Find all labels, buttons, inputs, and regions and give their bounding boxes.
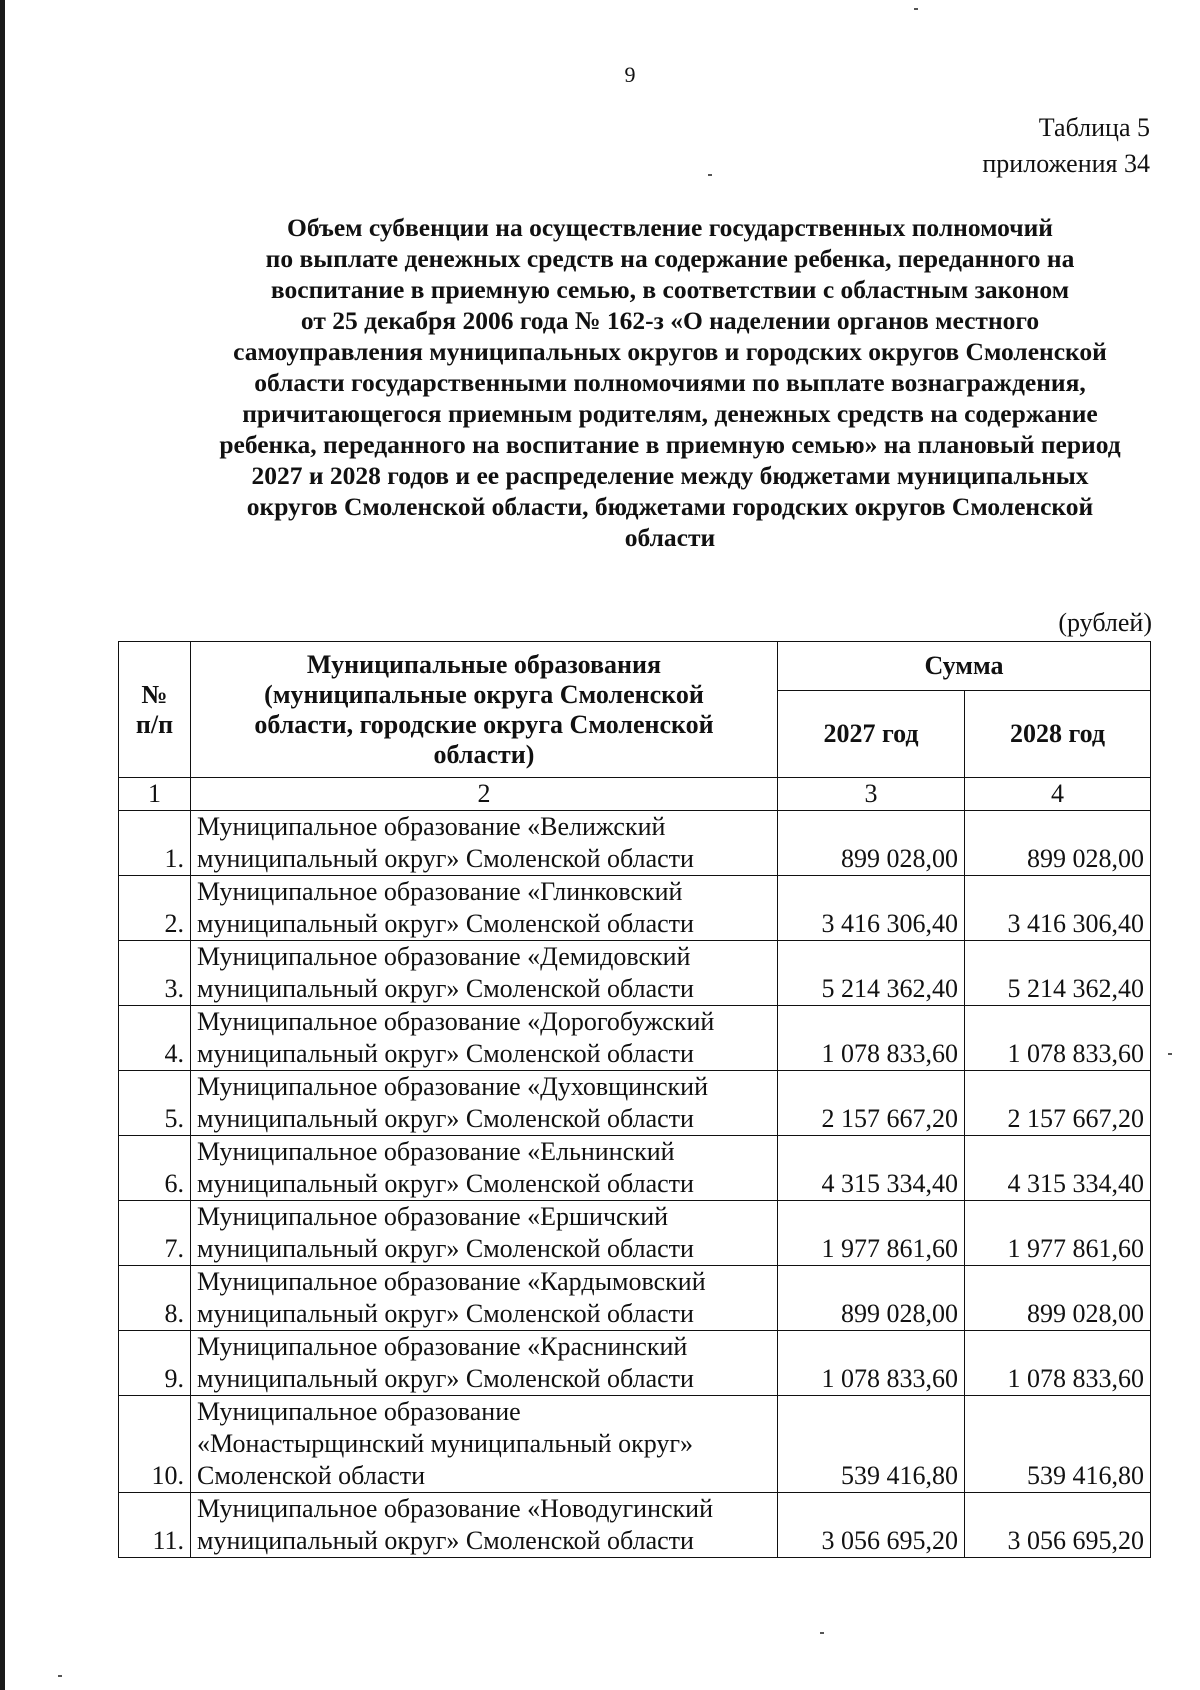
name-line: муниципальный округ» Смоленской области — [197, 844, 694, 873]
table-row — [119, 1006, 1151, 1071]
column-number: 4 — [965, 778, 1151, 811]
name-line: муниципальный округ» Смоленской области — [197, 1039, 694, 1068]
amount-2027: 1 977 861,60 — [778, 1201, 965, 1266]
name-line: Муниципальное образование «Велижский — [197, 812, 666, 841]
scan-speck — [708, 174, 712, 176]
amount-2027: 1 078 833,60 — [778, 1331, 965, 1396]
table-row — [119, 1266, 1151, 1331]
table-row — [119, 811, 1151, 876]
name-line: муниципальный округ» Смоленской области — [197, 1299, 694, 1328]
amount-2027: 1 078 833,60 — [778, 1006, 965, 1071]
name-line: Муниципальное образование «Новодугинский — [197, 1494, 713, 1523]
title-line: области — [624, 523, 716, 552]
municipality-name — [191, 876, 778, 941]
amount-2027: 4 315 334,40 — [778, 1136, 965, 1201]
name-line: Муниципальное образование «Кардымовский — [197, 1267, 706, 1296]
title-line: Объем субвенции на осуществление государственных полномочий — [287, 213, 1053, 242]
name-line: Смоленской области — [197, 1461, 426, 1490]
header-municipality-line: Муниципальные образования — [306, 649, 662, 679]
amount-2028: 539 416,80 — [965, 1396, 1151, 1493]
table-label: Таблица 5 — [1038, 113, 1150, 142]
municipality-name — [191, 1331, 778, 1396]
table-row — [119, 1493, 1151, 1558]
header-num-symbol: № — [141, 679, 168, 709]
header-year-2027: 2027 год — [778, 691, 965, 778]
name-line: Муниципальное образование «Глинковский — [197, 877, 683, 906]
amount-2028: 2 157 667,20 — [965, 1071, 1151, 1136]
title-line: округов Смоленской области, бюджетами городских округов Смоленской — [246, 492, 1094, 521]
name-line: Муниципальное образование «Демидовский — [197, 942, 691, 971]
municipality-name — [191, 1136, 778, 1201]
column-number-row — [119, 778, 1151, 811]
municipality-name — [191, 1493, 778, 1558]
amount-2028: 1 078 833,60 — [965, 1331, 1151, 1396]
title-line: воспитание в приемную семью, в соответствии с областным законом — [270, 275, 1070, 304]
amount-2027: 3 056 695,20 — [778, 1493, 965, 1558]
row-number: 7. — [119, 1201, 191, 1266]
appendix-label: приложения 34 — [982, 149, 1150, 178]
name-line: Муниципальное образование «Дорогобужский — [197, 1007, 715, 1036]
header-sum: Сумма — [778, 642, 1151, 691]
row-number: 1. — [119, 811, 191, 876]
header-municipality-line: области) — [433, 739, 535, 769]
amount-2028: 899 028,00 — [965, 811, 1151, 876]
municipality-name — [191, 1266, 778, 1331]
page-number: 9 — [624, 62, 636, 87]
name-line: муниципальный округ» Смоленской области — [197, 1234, 694, 1263]
units-label: (рублей) — [1058, 608, 1152, 637]
column-number: 3 — [778, 778, 965, 811]
table-row — [119, 1071, 1151, 1136]
municipality-name — [191, 811, 778, 876]
name-line: муниципальный округ» Смоленской области — [197, 974, 694, 1003]
row-number: 8. — [119, 1266, 191, 1331]
row-number: 9. — [119, 1331, 191, 1396]
name-line: Муниципальное образование «Краснинский — [197, 1332, 688, 1361]
scan-edge — [0, 0, 5, 1690]
header-num — [119, 642, 191, 778]
title-line: области государственными полномочиями по выплате вознаграждения, — [254, 368, 1086, 397]
row-number: 4. — [119, 1006, 191, 1071]
amount-2027: 539 416,80 — [778, 1396, 965, 1493]
title-line: ребенка, переданного на воспитание в приемную семью» на плановый период — [219, 430, 1121, 459]
title-line: самоуправления муниципальных округов и городских округов Смоленской — [233, 337, 1107, 366]
amount-2027: 899 028,00 — [778, 811, 965, 876]
municipality-name — [191, 1396, 778, 1493]
amount-2027: 2 157 667,20 — [778, 1071, 965, 1136]
amount-2028: 5 214 362,40 — [965, 941, 1151, 1006]
name-line: «Монастырщинский муниципальный округ» — [197, 1429, 694, 1458]
name-line: муниципальный округ» Смоленской области — [197, 909, 694, 938]
document-title — [120, 212, 1200, 553]
header-municipality-line: области, городские округа Смоленской — [254, 709, 714, 739]
amount-2028: 899 028,00 — [965, 1266, 1151, 1331]
column-number: 2 — [191, 778, 778, 811]
scan-speck — [1168, 1053, 1172, 1055]
scan-speck — [914, 8, 918, 10]
municipality-name — [191, 1201, 778, 1266]
title-line: 2027 и 2028 годов и ее распределение между бюджетами муниципальных — [251, 461, 1089, 490]
name-line: муниципальный округ» Смоленской области — [197, 1364, 694, 1393]
header-num-abbr: п/п — [135, 709, 174, 739]
title-line: причитающегося приемным родителям, денежных средств на содержание — [242, 399, 1098, 428]
municipality-name — [191, 1071, 778, 1136]
row-number: 6. — [119, 1136, 191, 1201]
header-year-2028: 2028 год — [965, 691, 1151, 778]
amount-2028: 3 056 695,20 — [965, 1493, 1151, 1558]
amount-2028: 1 977 861,60 — [965, 1201, 1151, 1266]
scan-speck — [58, 1675, 62, 1677]
amount-2027: 5 214 362,40 — [778, 941, 965, 1006]
table-reference — [982, 110, 1150, 182]
amount-2028: 1 078 833,60 — [965, 1006, 1151, 1071]
name-line: муниципальный округ» Смоленской области — [197, 1169, 694, 1198]
header-municipality-line: (муниципальные округа Смоленской — [264, 679, 704, 709]
row-number: 10. — [119, 1396, 191, 1493]
name-line: Муниципальное образование «Ершичский — [197, 1202, 669, 1231]
name-line: Муниципальное образование «Духовщинский — [197, 1072, 709, 1101]
budget-table — [118, 641, 1151, 1558]
name-line: муниципальный округ» Смоленской области — [197, 1526, 694, 1555]
name-line: муниципальный округ» Смоленской области — [197, 1104, 694, 1133]
table-row — [119, 1136, 1151, 1201]
title-line: по выплате денежных средств на содержание ребенка, переданного на — [265, 244, 1075, 273]
scan-speck — [820, 1632, 824, 1634]
row-number: 2. — [119, 876, 191, 941]
row-number: 11. — [119, 1493, 191, 1558]
amount-2028: 4 315 334,40 — [965, 1136, 1151, 1201]
table-row — [119, 1331, 1151, 1396]
row-number: 3. — [119, 941, 191, 1006]
name-line: Муниципальное образование «Ельнинский — [197, 1137, 675, 1166]
amount-2027: 3 416 306,40 — [778, 876, 965, 941]
header-municipality — [191, 642, 778, 778]
title-line: от 25 декабря 2006 года № 162-з «О наделении органов местного — [300, 306, 1040, 335]
amount-2027: 899 028,00 — [778, 1266, 965, 1331]
column-number: 1 — [119, 778, 191, 811]
table-row — [119, 1396, 1151, 1493]
table-row — [119, 941, 1151, 1006]
table-row — [119, 876, 1151, 941]
municipality-name — [191, 1006, 778, 1071]
name-line: Муниципальное образование — [197, 1397, 521, 1426]
amount-2028: 3 416 306,40 — [965, 876, 1151, 941]
table-row — [119, 1201, 1151, 1266]
municipality-name — [191, 941, 778, 1006]
row-number: 5. — [119, 1071, 191, 1136]
